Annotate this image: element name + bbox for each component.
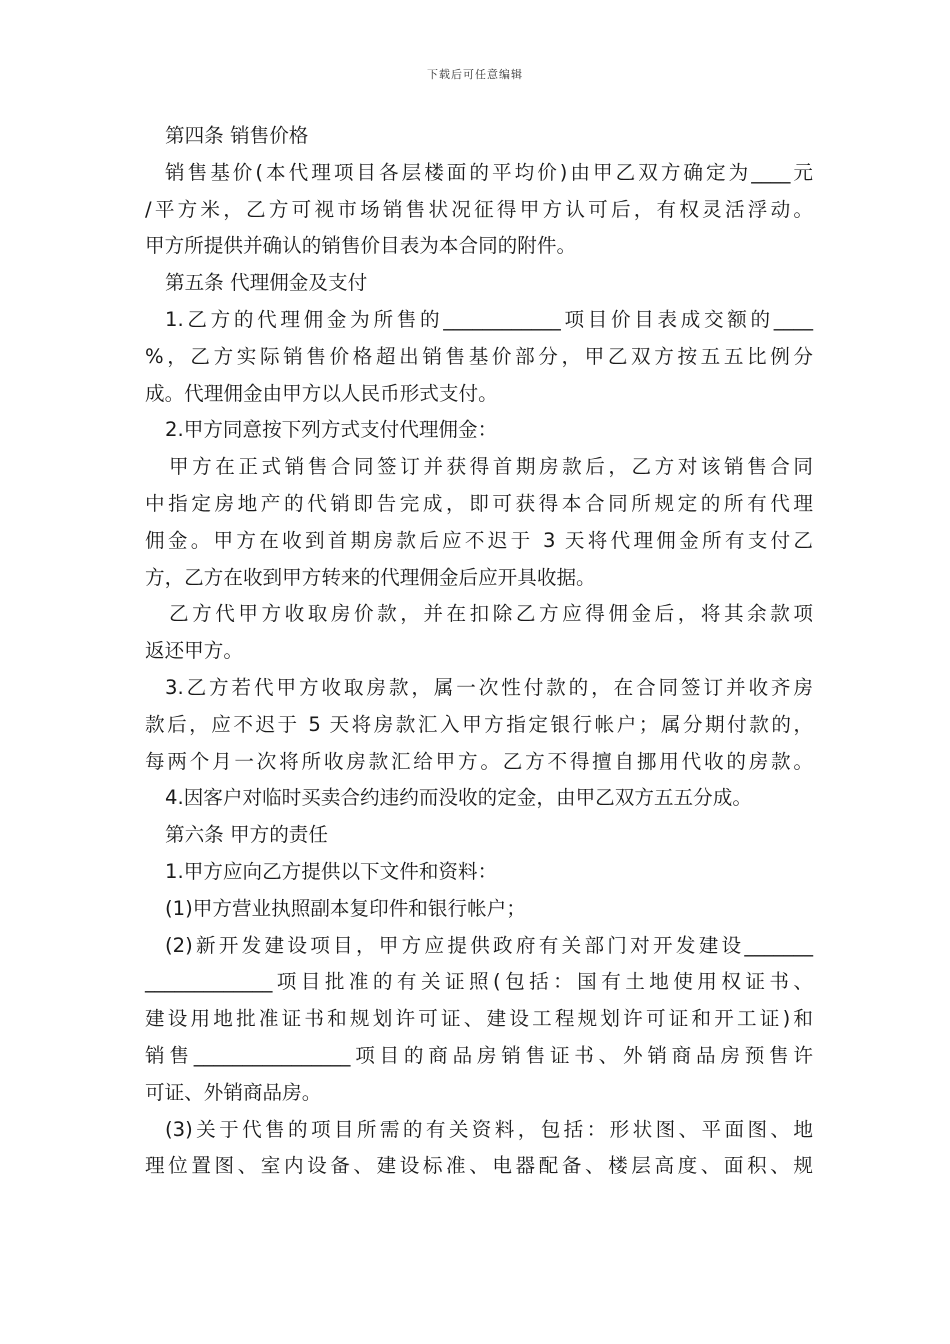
section-heading: 第六条 甲方的责任 [165,823,328,847]
paragraph-line: 2.甲方同意按下列方式支付代理佣金： [165,418,498,442]
paragraph-line: 每两个月一次将所收房款汇给甲方。乙方不得擅自挪用代收的房款。 [145,749,813,773]
paragraph-line: 甲方所提供并确认的销售价目表为本合同的附件。 [145,234,577,258]
section-heading: 第四条 销售价格 [165,124,309,147]
document-body [145,118,813,1185]
paragraph-line: 乙方代甲方收取房价款，并在扣除乙方应得佣金后，将其余款项 [169,602,813,626]
paragraph-line: 返还甲方。 [145,639,243,663]
section-heading: 第五条 代理佣金及支付 [165,271,368,295]
paragraph-line: 中指定房地产的代销即告完成，即可获得本合同所规定的所有代理 [145,491,813,515]
paragraph-line: 销售基价(本代理项目各层楼面的平均价)由甲乙双方确定为____元 [165,160,813,184]
page-header: 下载后可任意编辑 [427,68,523,81]
paragraph-line: 成。代理佣金由甲方以人民币形式支付。 [145,381,498,405]
paragraph-line: 理位置图、室内设备、建设标准、电器配备、楼层高度、面积、规 [145,1154,813,1178]
paragraph-line: _____________项目批准的有关证照(包括：国有土地使用权证书、 [145,970,813,994]
paragraph-line: (2)新开发建设项目，甲方应提供政府有关部门对开发建设_______ [165,933,813,957]
paragraph-line: 3.乙方若代甲方收取房款，属一次性付款的，在合同签订并收齐房 [165,675,813,699]
paragraph-line: 销售________________项目的商品房销售证书、外销商品房预售许 [145,1043,813,1067]
paragraph-line: 建设用地批准证书和规划许可证、建设工程规划许可证和开工证)和 [145,1007,813,1031]
paragraph-line: 1.甲方应向乙方提供以下文件和资料： [165,859,498,883]
paragraph-line: 4.因客户对临时买卖合约违约而没收的定金，由甲乙双方五五分成。 [165,786,752,810]
paragraph-line: 1.乙方的代理佣金为所售的____________项目价目表成交额的____ [165,307,813,331]
paragraph-line: %，乙方实际销售价格超出销售基价部分，甲乙双方按五五比例分 [145,344,813,368]
paragraph-line: (1)甲方营业执照副本复印件和银行帐户； [165,896,526,920]
paragraph-line: 甲方在正式销售合同签订并获得首期房款后，乙方对该销售合同 [169,455,813,479]
paragraph-line: (3)关于代售的项目所需的有关资料，包括：形状图、平面图、地 [165,1117,813,1141]
paragraph-line: 款后，应不迟于 5 天将房款汇入甲方指定银行帐户；属分期付款的， [145,712,813,736]
paragraph-line: 可证、外销商品房。 [145,1080,322,1104]
paragraph-line: 佣金。甲方在收到首期房款后应不迟于 3 天将代理佣金所有支付乙 [145,528,813,552]
paragraph-line: 方，乙方在收到甲方转来的代理佣金后应开具收据。 [145,565,596,589]
paragraph-line: /平方米，乙方可视市场销售状况征得甲方认可后，有权灵活浮动。 [145,197,813,221]
